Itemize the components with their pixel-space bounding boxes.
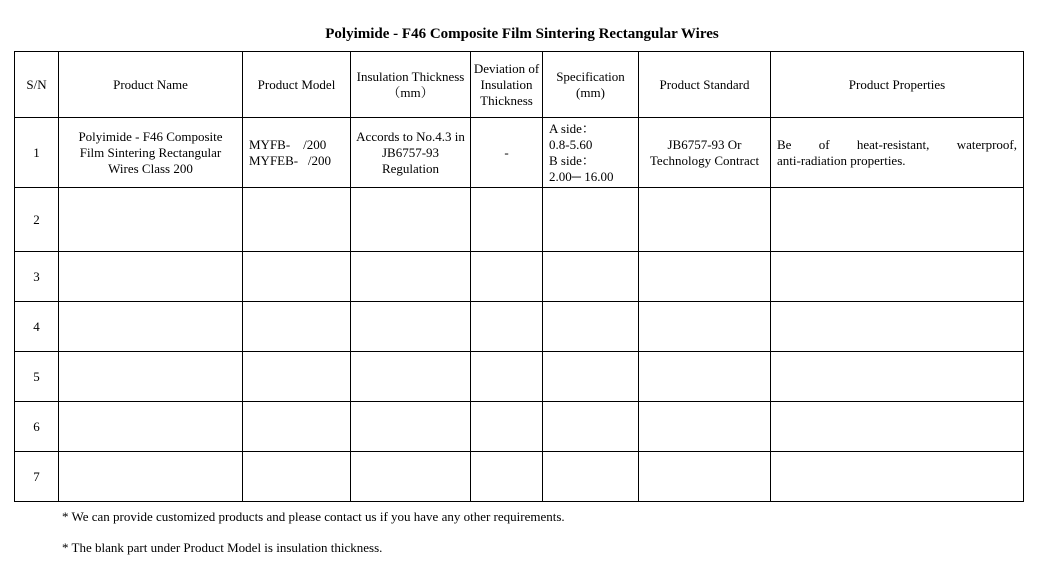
header-product-name: Product Name (59, 52, 243, 118)
cell-empty (59, 188, 243, 252)
cell-empty (243, 402, 351, 452)
cell-empty (59, 352, 243, 402)
header-specification: Specification (mm) (543, 52, 639, 118)
header-product-standard: Product Standard (639, 52, 771, 118)
spec-line: 0.8-5.60 (549, 136, 593, 152)
cell-empty (639, 302, 771, 352)
cell-empty (543, 452, 639, 502)
table-row (15, 118, 1024, 188)
cell-empty (771, 302, 1024, 352)
table-row (15, 188, 1024, 252)
cell-product-properties (771, 118, 1024, 188)
cell-sn: 2 (15, 188, 59, 252)
cell-empty (639, 252, 771, 302)
cell-empty (351, 302, 471, 352)
cell-empty (639, 402, 771, 452)
cell-deviation: - (471, 118, 543, 188)
cell-sn: 4 (15, 302, 59, 352)
table-header-row (15, 52, 1024, 118)
spec-line: B side： (549, 152, 595, 168)
cell-empty (639, 352, 771, 402)
footnote: * The blank part under Product Model is insulation thickness. (62, 540, 383, 555)
cell-empty (351, 252, 471, 302)
cell-empty (543, 402, 639, 452)
cell-empty (351, 452, 471, 502)
header-insulation-thickness: Insulation Thickness（mm） (351, 52, 471, 118)
cell-empty (351, 188, 471, 252)
table-row (15, 252, 1024, 302)
cell-empty (351, 352, 471, 402)
cell-empty (243, 188, 351, 252)
header-product-properties: Product Properties (771, 52, 1024, 118)
cell-empty (351, 402, 471, 452)
document-title: Polyimide - F46 Composite Film Sintering Rectangular Wires (325, 26, 719, 42)
table-row (15, 352, 1024, 402)
cell-empty (639, 452, 771, 502)
cell-empty (471, 302, 543, 352)
footnote: * We can provide customized products and please contact us if you have any other requirements. (62, 509, 565, 524)
cell-empty (771, 352, 1024, 402)
header-sn: S/N (15, 52, 59, 118)
cell-empty (471, 252, 543, 302)
cell-empty (243, 352, 351, 402)
table-row (15, 402, 1024, 452)
cell-empty (471, 452, 543, 502)
cell-empty (771, 452, 1024, 502)
table-row (15, 452, 1024, 502)
cell-empty (243, 452, 351, 502)
cell-empty (771, 188, 1024, 252)
model-line: MYFB- /200 (249, 136, 327, 152)
cell-empty (59, 252, 243, 302)
cell-insulation-thickness: Accords to No.4.3 in JB6757-93 Regulation (351, 118, 471, 188)
model-line: MYFEB- /200 (249, 152, 331, 168)
cell-empty (471, 402, 543, 452)
cell-product-model (243, 118, 351, 188)
header-deviation: Deviation of Insulation Thickness (471, 52, 543, 118)
header-product-model: Product Model (243, 52, 351, 118)
cell-empty (543, 252, 639, 302)
cell-empty (543, 352, 639, 402)
cell-sn: 5 (15, 352, 59, 402)
cell-empty (771, 252, 1024, 302)
cell-product-standard: JB6757-93 Or Technology Contract (639, 118, 771, 188)
cell-empty (771, 402, 1024, 452)
cell-sn: 1 (15, 118, 59, 188)
cell-empty (471, 188, 543, 252)
properties-line: anti-radiation properties. (777, 152, 906, 168)
cell-empty (543, 188, 639, 252)
cell-empty (243, 302, 351, 352)
cell-empty (59, 452, 243, 502)
spec-line: 2.00─ 16.00 (549, 168, 614, 184)
cell-empty (543, 302, 639, 352)
cell-empty (471, 352, 543, 402)
cell-empty (59, 402, 243, 452)
product-spec-table (14, 51, 1024, 502)
cell-empty (243, 252, 351, 302)
cell-sn: 3 (15, 252, 59, 302)
table-row (15, 302, 1024, 352)
cell-empty (59, 302, 243, 352)
cell-sn: 7 (15, 452, 59, 502)
properties-line: Be of heat-resistant, waterproof, (777, 136, 1017, 152)
spec-line: A side： (549, 120, 595, 136)
cell-product-name: Polyimide - F46 Composite Film Sintering Rectangular Wires Class 200 (59, 118, 243, 188)
cell-specification (543, 118, 639, 188)
cell-empty (639, 188, 771, 252)
cell-sn: 6 (15, 402, 59, 452)
